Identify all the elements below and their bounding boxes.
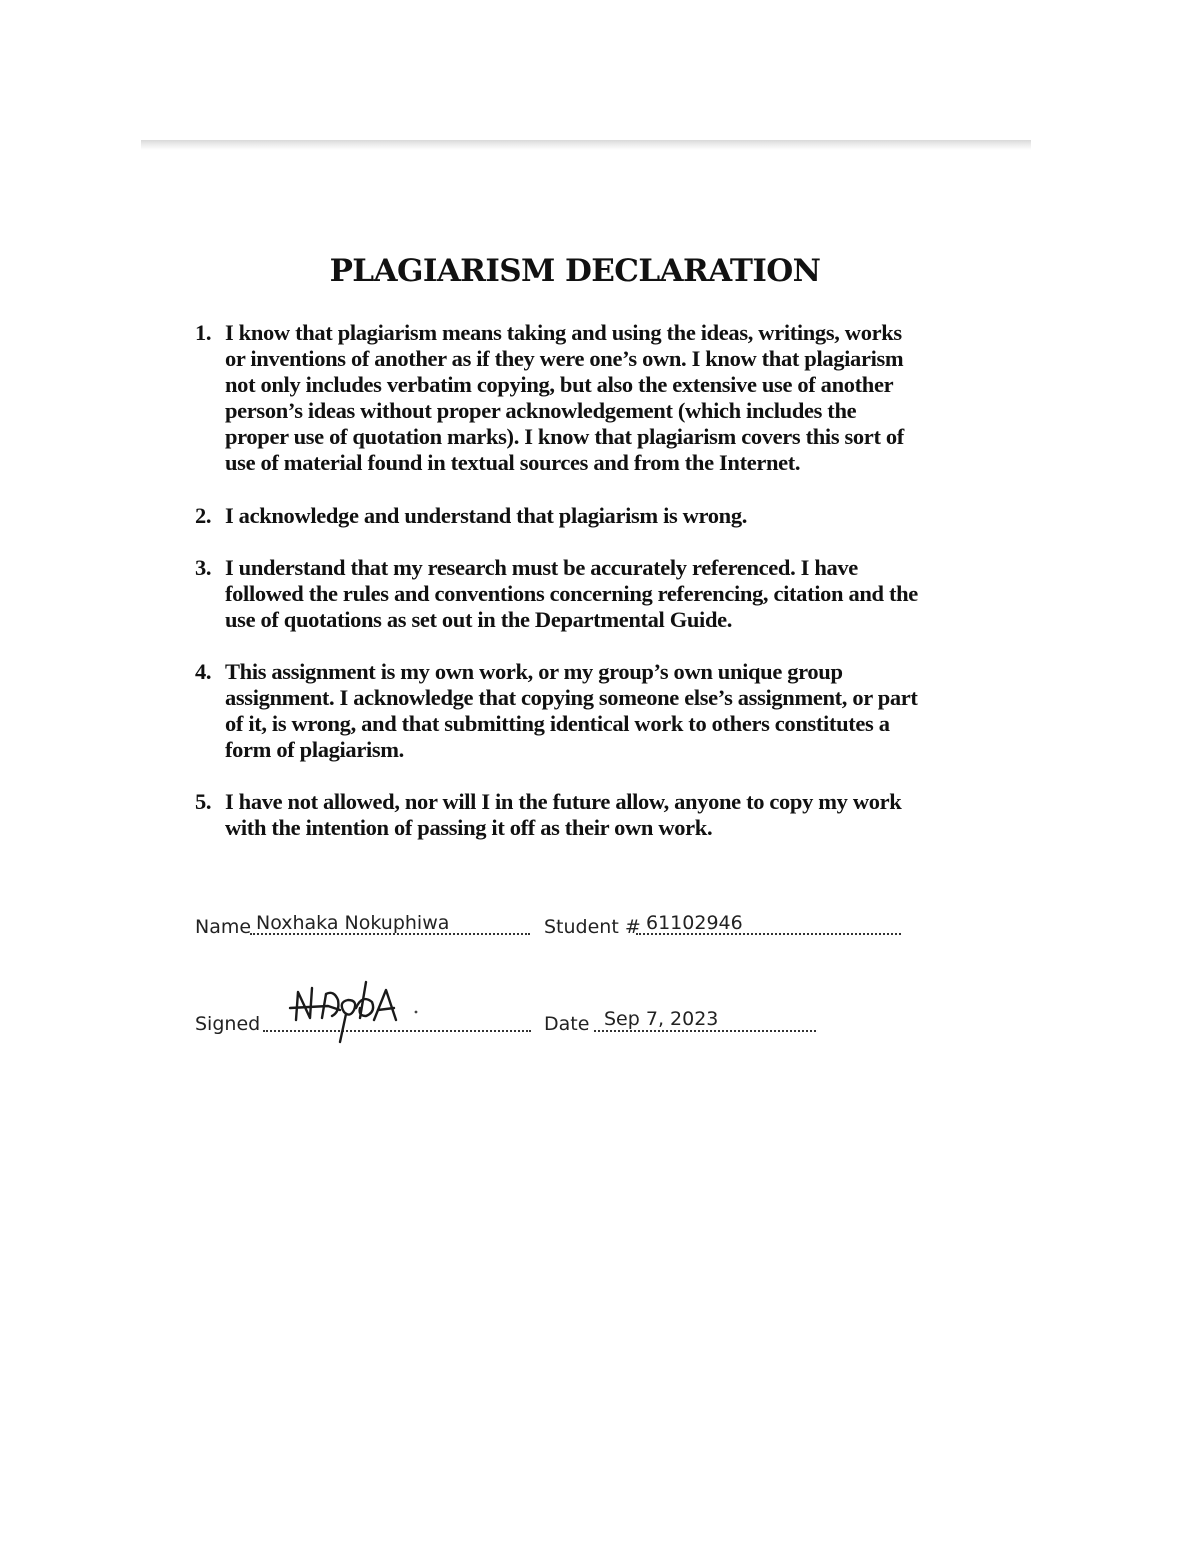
document-title: PLAGIARISM DECLARATION: [329, 253, 821, 289]
signed-label: Signed: [195, 1013, 261, 1035]
item-text: I know that plagiarism means taking and using the ideas, writings, works or inventions of another as if they were one’s own. I know that plagiarism not only includes verbatim copying, but also the extensive use of another person’s ideas without proper acknowledgement (which includes the proper use of quotation marks). I know that plagiarism covers this sort of use of material found in textual sources and from the Internet.: [225, 320, 904, 475]
name-value[interactable]: Noxhaka Nokuphiwa: [256, 912, 450, 934]
item-number: 2.: [195, 503, 212, 528]
student-number-label: Student #: [544, 916, 641, 938]
page-top-edge-shadow: [141, 140, 1031, 150]
declaration-item-5: [195, 789, 965, 841]
date-dotted-line: [594, 1030, 816, 1032]
item-text: This assignment is my own work, or my group’s own unique group assignment. I acknowledge that copying someone else’s assignment, or part of it, is wrong, and that submitting identical work to others constitutes a form of plagiarism.: [225, 659, 918, 762]
item-text: I have not allowed, nor will I in the future allow, anyone to copy my work with the intention of passing it off as their own work.: [225, 789, 902, 840]
date-label: Date: [544, 1013, 590, 1035]
item-number: 4.: [195, 659, 212, 684]
declaration-item-1: [195, 320, 965, 476]
declaration-item-3: [195, 555, 965, 633]
date-value[interactable]: Sep 7, 2023: [604, 1008, 719, 1030]
declaration-item-4: [195, 659, 965, 763]
student-number-value[interactable]: 61102946: [646, 912, 743, 934]
item-number: 1.: [195, 320, 212, 345]
signature-image: [288, 978, 423, 1044]
name-label: Name: [195, 916, 252, 938]
item-number: 5.: [195, 789, 212, 814]
item-text: I understand that my research must be accurately referenced. I have followed the rules and conventions concerning referencing, citation and the use of quotations as set out in the Departmental Guide.: [225, 555, 918, 632]
item-text: I acknowledge and understand that plagiarism is wrong.: [225, 503, 748, 528]
item-number: 3.: [195, 555, 212, 580]
declaration-item-2: [195, 503, 965, 529]
